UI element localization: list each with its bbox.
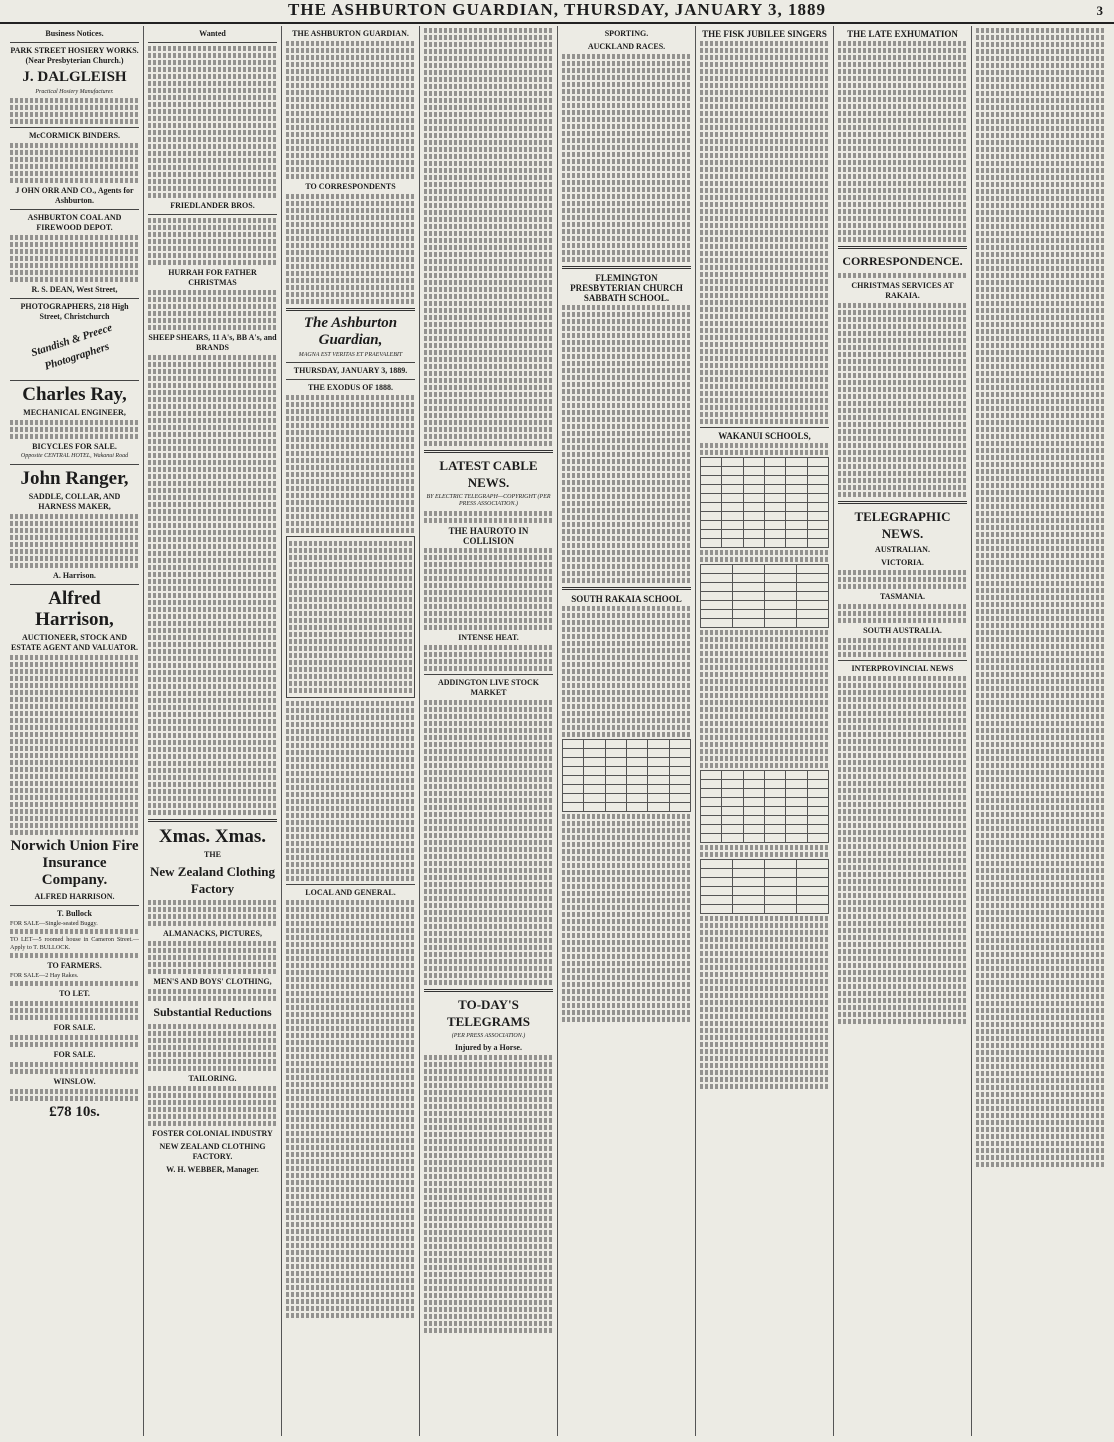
harrison-sign: A. Harrison. (53, 570, 96, 580)
hauroto-head: THE HAUROTO IN COLLISION (448, 525, 529, 546)
wakanui-table-2 (700, 564, 829, 628)
orr-sign: J OHN ORR AND CO., Agents for Ashburton. (15, 186, 134, 206)
charles-ray-location: Opposite CENTRAL HOTEL, Wakanui Road (20, 453, 129, 460)
hosiery-ad-head: PARK STREET HOSIERY WORKS. (Near Presbyterian Church.) (10, 46, 139, 65)
flemington-head: FLEMINGTON PRESBYTERIAN CHURCH SABBATH SCHOOL. (570, 273, 683, 303)
john-ranger-name: John Ranger, (20, 467, 129, 489)
column-7 (834, 26, 972, 1436)
wakanui-head: WAKANUI SCHOOLS, (718, 431, 811, 441)
telegraphic-head: TELEGRAPHIC NEWS. (854, 509, 951, 541)
alfred-harrison-trade: AUCTIONEER, STOCK AND ESTATE AGENT AND VALUATOR. (10, 632, 138, 652)
bullock-item: FOR SALE—2 Hay Rakes. (10, 972, 79, 980)
mens-clothing-head: MEN'S AND BOYS' CLOTHING, (153, 977, 272, 986)
business-notices-heading: Business Notices. (45, 29, 104, 38)
alfred-harrison-sign: ALFRED HARRISON. (34, 891, 115, 901)
column-5 (558, 26, 696, 1436)
results-table (562, 739, 691, 812)
correspondence-head: CORRESPONDENCE. (842, 254, 963, 268)
charles-ray-trade: MECHANICAL ENGINEER, (23, 408, 126, 418)
sheep-shears-head: SHEEP SHEARS, 11 A's, BB A's, and BRANDS (148, 333, 277, 352)
todays-telegrams-head: TO-DAY'S TELEGRAMS (446, 996, 531, 1029)
interprovincial-head: INTERPROVINCIAL NEWS (851, 664, 954, 673)
charles-ray-name: Charles Ray, (22, 384, 127, 406)
exhumation-head: THE LATE EXHUMATION (847, 29, 958, 39)
norwich-union-head: Norwich Union Fire Insurance Company. (10, 837, 139, 888)
bullock-head: T. Bullock (57, 908, 92, 918)
column-4 (420, 26, 558, 1436)
south-rakaia-head: SOUTH RAKAIA SCHOOL (571, 594, 682, 604)
column-3 (282, 26, 420, 1436)
guardian-top: THE ASHBURTON GUARDIAN. (292, 29, 409, 38)
australian-head: AUSTRALIAN. (875, 545, 930, 554)
wakanui-table-1 (700, 457, 829, 548)
dalgleish-trade: Practical Hosiery Manufacturer. (35, 89, 114, 95)
south-australia-head: SOUTH AUSTRALIA. (863, 626, 942, 635)
tailoring-head: TAILORING. (188, 1074, 237, 1083)
page-number: 3 (1096, 3, 1104, 18)
foster-head: FOSTER COLONIAL INDUSTRY (152, 1129, 273, 1138)
almanacks-head: ALMANACKS, PICTURES, (163, 929, 262, 938)
column-6 (696, 26, 834, 1436)
friedlander-sign: FRIEDLANDER BROS. (170, 201, 255, 210)
photographer-logo: Standish & Preece Photographers (29, 322, 114, 374)
column-8 (972, 26, 1108, 1436)
masthead (0, 0, 1114, 24)
addington-head: ADDINGTON LIVE STOCK MARKET (437, 677, 540, 697)
injured-head: Injured by a Horse. (455, 1043, 522, 1053)
exodus-head: THE EXODUS OF 1888. (307, 383, 394, 393)
webber-sign: W. H. WEBBER, Manager. (166, 1165, 259, 1174)
mccormick-head: McCORMICK BINDERS. (28, 131, 121, 141)
sporting-head: SPORTING. (604, 29, 649, 38)
motto: MAGNA EST VERITAS ET PRAEVALEBIT (298, 352, 403, 358)
intense-heat-head: INTENSE HEAT. (458, 632, 519, 642)
telegrams-sub: (PER PRESS ASSOCIATION.) (451, 1032, 526, 1039)
column-2 (144, 26, 282, 1436)
reductions-head: Substantial Reductions (153, 1005, 272, 1019)
wakanui-table-4 (700, 859, 829, 914)
hurrah-head: HURRAH FOR FATHER CHRISTMAS (168, 268, 257, 287)
date-line: THURSDAY, JANUARY 3, 1889. (293, 366, 408, 376)
masthead-title: THE ASHBURTON GUARDIAN, THURSDAY, JANUARY 3, 1889 (288, 0, 826, 19)
bullock-item: TO LET. (59, 989, 90, 999)
bullock-item: TO LET—5 roomed house in Cameron Street.—Apply to T. BULLOCK. (10, 936, 139, 951)
wakanui-table-3 (700, 770, 829, 843)
correspondents-head: TO CORRESPONDENTS (305, 182, 396, 191)
bullock-item: FOR SALE—Single-seated Buggy. (10, 919, 98, 927)
wanted-heading: Wanted (199, 29, 226, 38)
dalgleish-name: J. DALGLEISH (22, 69, 127, 85)
local-general-head: LOCAL AND GENERAL. (305, 888, 396, 898)
xmas-services-head: CHRISTMAS SERVICES AT RAKAIA. (851, 281, 954, 300)
columns (6, 26, 1108, 1436)
photographers-head: PHOTOGRAPHERS, 218 High Street, Christchurch (20, 302, 129, 322)
tasmania-head: TASMANIA. (880, 592, 925, 601)
fisk-head: THE FISK JUBILEE SINGERS (702, 29, 827, 39)
dean-sign: R. S. DEAN, West Street, (31, 285, 118, 295)
nz-clothing-factory-head: New Zealand Clothing Factory (150, 864, 275, 896)
xmas-banner: Xmas. Xmas. (158, 826, 267, 847)
bullock-item: WINSLOW. (53, 1077, 96, 1087)
column-1 (6, 26, 144, 1436)
paper-title: The Ashburton Guardian, (303, 315, 398, 348)
bullock-item: £78 10s. (49, 1104, 100, 1121)
the-label: THE (204, 850, 221, 859)
coal-depot-head: ASHBURTON COAL AND FIREWOOD DEPOT. (27, 213, 122, 233)
bullock-item: TO FARMERS. (47, 961, 102, 971)
bullock-item: FOR SALE. (53, 1023, 96, 1033)
latest-cable-news-head: LATEST CABLE NEWS. (439, 458, 538, 490)
nzcf-head: NEW ZEALAND CLOTHING FACTORY. (159, 1142, 266, 1161)
bicycles-note: BICYCLES FOR SALE. (32, 442, 117, 452)
victoria-head: VICTORIA. (881, 558, 924, 567)
cable-sub: BY ELECTRIC TELEGRAPH—COPYRIGHT (PER PRESS ASSOCIATION.) (426, 494, 551, 508)
alfred-harrison-name: Alfred Harrison, (35, 587, 114, 630)
john-ranger-trade: SADDLE, COLLAR, AND HARNESS MAKER, (28, 491, 121, 511)
bullock-item: FOR SALE. (53, 1050, 96, 1060)
auckland-races-head: AUCKLAND RACES. (587, 42, 666, 51)
